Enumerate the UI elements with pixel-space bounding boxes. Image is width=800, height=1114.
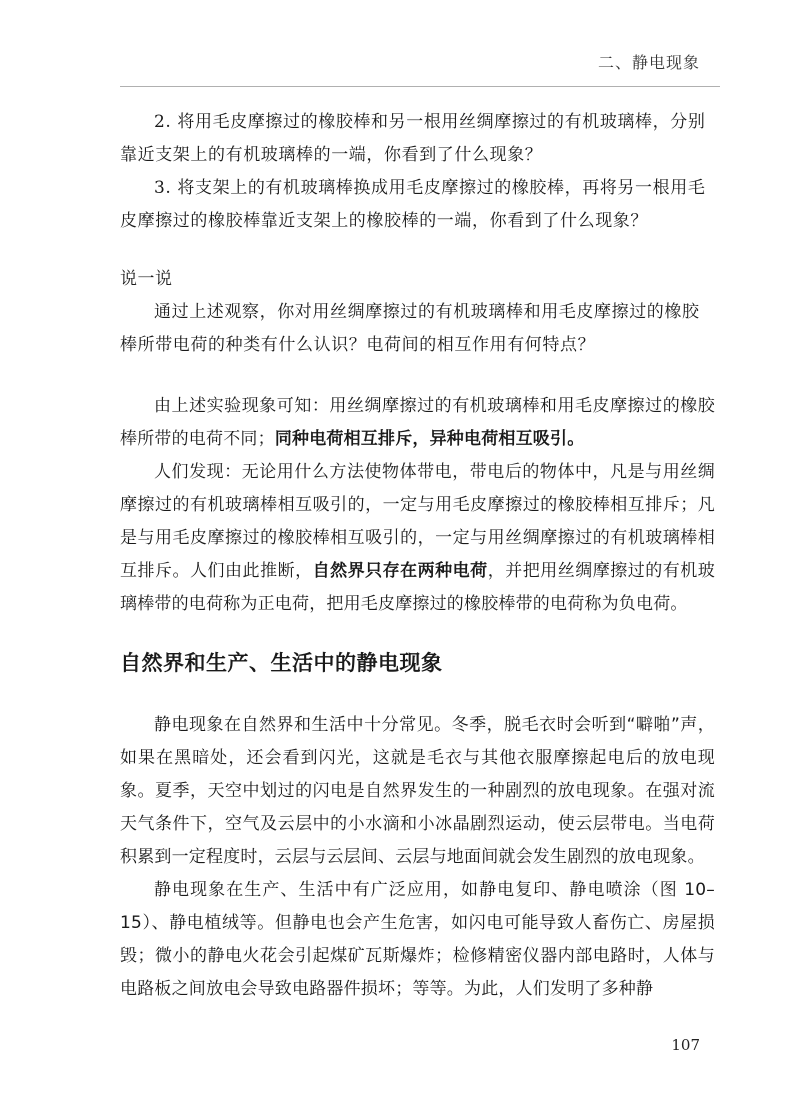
running-header: 二、静电现象	[597, 53, 700, 72]
conclusion-paragraph-1	[120, 390, 715, 456]
section-paragraph-2: 静电现象在生产、生活中有广泛应用，如静电复印、静电喷涂（图 10–15）、静电植绒等。但静电也会产生危害，如闪电可能导致人畜伤亡、房屋损毁；微小的静电火花会引起煤矿瓦斯爆炸；检修精密仪器内部电路时，人体与电路板之间放电会导致电路器件损坏；等等。为此，人们发明了多种静	[120, 880, 715, 999]
discussion-text: 通过上述观察，你对用丝绸摩擦过的有机玻璃棒和用毛皮摩擦过的橡胶棒所带电荷的种类有什么认识？电荷间的相互作用有何特点？	[120, 302, 700, 355]
activity-step-3: 3. 将支架上的有机玻璃棒换成用毛皮摩擦过的橡胶棒，再将另一根用毛皮摩擦过的橡胶棒靠近支架上的橡胶棒的一端，你看到了什么现象？	[120, 178, 706, 231]
section-title: 自然界和生产、生活中的静电现象	[120, 651, 443, 675]
conclusion-p2-text-b: ，并把用丝绸摩擦过的有机玻璃棒带的电荷称为正电荷，把用毛皮摩擦过的橡胶棒带的电荷称为负电荷。	[120, 561, 716, 614]
page-number: 107	[671, 1036, 700, 1054]
conclusion-p1-text: 由上述实验现象可知：用丝绸摩擦过的有机玻璃棒和用毛皮摩擦过的橡胶棒所带的电荷不同；	[120, 396, 715, 449]
header-rule	[120, 86, 720, 87]
conclusion-p1-bold: 同种电荷相互排斥，异种电荷相互吸引。	[274, 429, 585, 449]
conclusion-p2-text-a: 人们发现：无论用什么方法使物体带电，带电后的物体中，凡是与用丝绸摩擦过的有机玻璃棒相互吸引的，一定与用毛皮摩擦过的橡胶棒相互排斥；凡是与用毛皮摩擦过的橡胶棒相互吸引的，一定与用丝绸摩擦过的有机玻璃棒相互排斥。人们由此推断，	[120, 462, 715, 581]
page-content	[120, 106, 715, 1006]
activity-step-2: 2. 将用毛皮摩擦过的橡胶棒和另一根用丝绸摩擦过的有机玻璃棒，分别靠近支架上的有机玻璃棒的一端，你看到了什么现象？	[120, 112, 706, 165]
discussion-label: 说一说	[120, 269, 173, 289]
section-paragraph-1: 静电现象在自然界和生活中十分常见。冬季，脱毛衣时会听到“噼啪”声，如果在黑暗处，还会看到闪光，这就是毛衣与其他衣服摩擦起电后的放电现象。夏季，天空中划过的闪电是自然界发生的一种剧烈的放电现象。在强对流天气条件下，空气及云层中的小水滴和小冰晶剧烈运动，使云层带电。当电荷积累到一定程度时，云层与云层间、云层与地面间就会发生剧烈的放电现象。	[120, 715, 715, 867]
conclusion-paragraph-2	[120, 456, 715, 621]
conclusion-p2-bold: 自然界只存在两种电荷	[312, 561, 488, 581]
